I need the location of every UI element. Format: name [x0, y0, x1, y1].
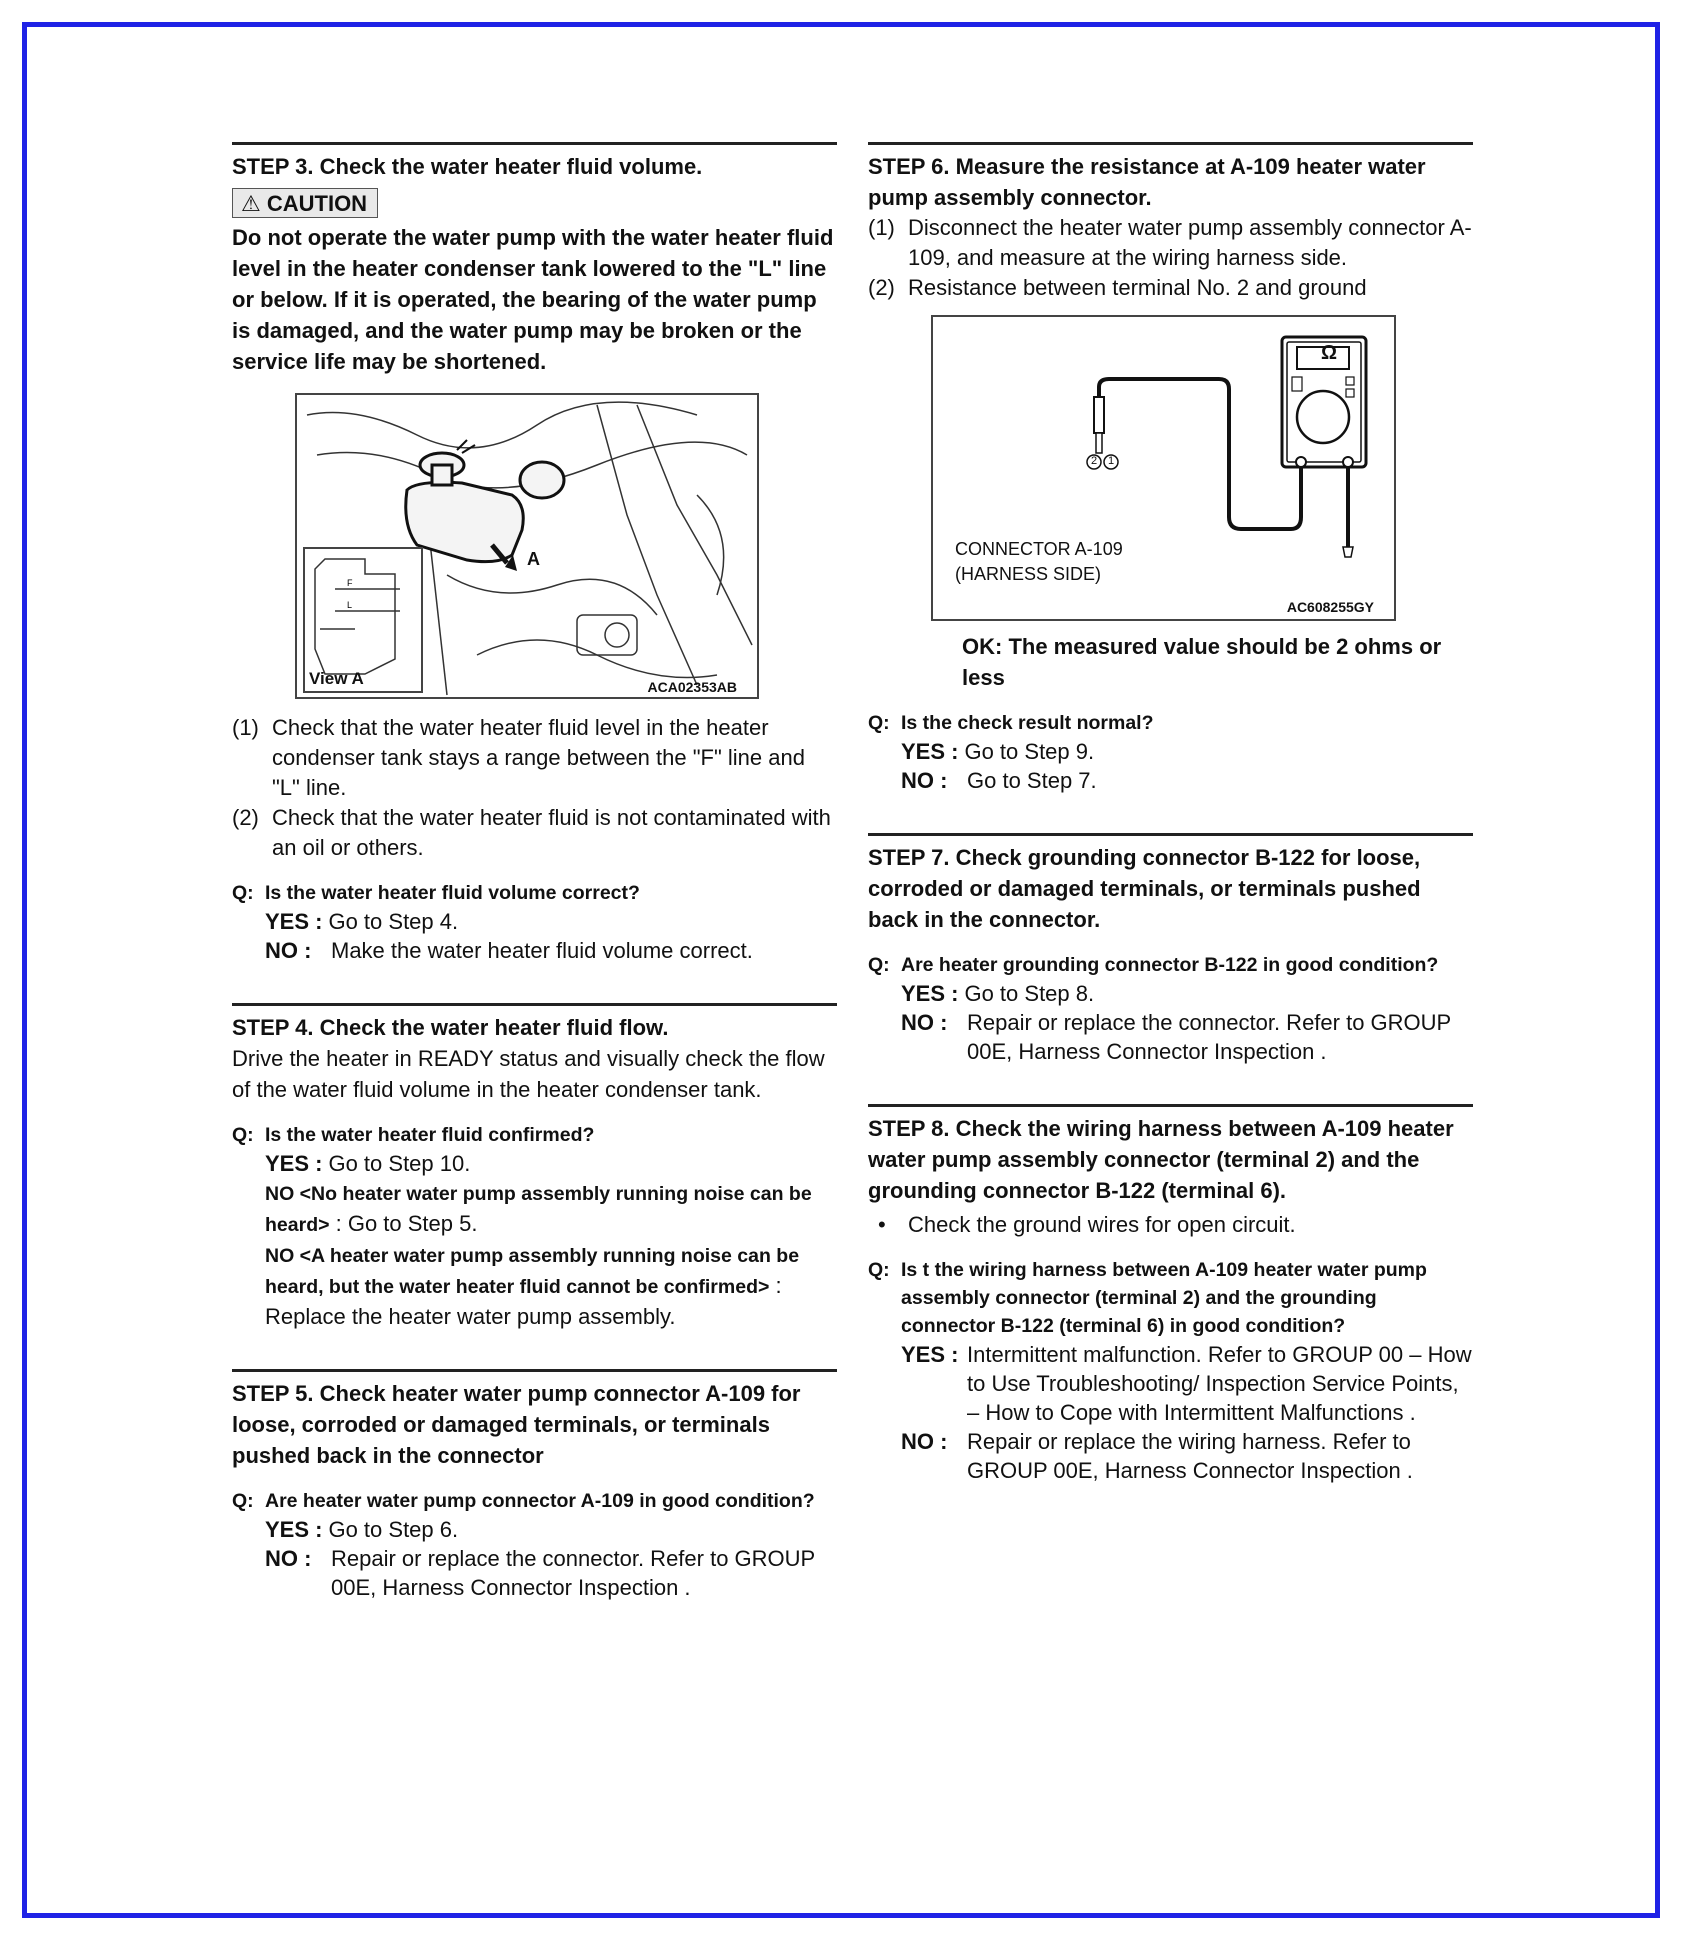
- step-5: [232, 1369, 837, 1602]
- terminal-1-label: 1: [1108, 455, 1115, 467]
- terminal-2-label: 2: [1091, 455, 1098, 467]
- caution-text: Do not operate the water pump with the water heater fluid level in the heater condenser tank lowered to the "L" line or below. If it is operated, the bearing of the water pump is damaged, and the water pump may be broken or the service life may be shortened.: [232, 225, 834, 374]
- answer-yes: YES : Go to Step 4.: [265, 909, 459, 934]
- figure-code: AC608255GY: [1286, 599, 1374, 615]
- step-6-title: STEP 6. Measure the resistance at A-109 heater water pump assembly connector.: [868, 154, 1426, 210]
- answer-yes: YES : Intermittent malfunction. Refer to GROUP 00 – How to Use Troubleshooting/ Inspection Service Points, – How to Cope with Intermittent Malfunctions .: [901, 1342, 1472, 1425]
- answer-yes: YES : Go to Step 6.: [265, 1517, 459, 1542]
- question: Q: Are heater grounding connector B-122 in good condition?: [868, 954, 1439, 976]
- step-7-title: STEP 7. Check grounding connector B-122 for loose, corroded or damaged terminals, or terminals pushed back in the connector.: [868, 845, 1421, 932]
- question: Q: Is the water heater fluid confirmed?: [232, 1124, 595, 1146]
- caution-box: [232, 188, 378, 218]
- harness-side-label: (HARNESS SIDE): [955, 564, 1102, 584]
- answer-no: NO : Go to Step 7.: [901, 768, 1097, 793]
- ohm-symbol: Ω: [1320, 342, 1338, 364]
- bullet-icon: •: [878, 1212, 886, 1237]
- view-a-label: View A: [309, 669, 364, 688]
- answer-no: NO : Repair or replace the connector. Refer to GROUP 00E, Harness Connector Inspection .: [901, 1010, 1451, 1064]
- step-3: [232, 142, 837, 965]
- step-4-title: STEP 4. Check the water heater fluid flow.: [232, 1015, 669, 1040]
- question: Q: Is t the wiring harness between A-109 heater water pump assembly connector (terminal 2) and the grounding connector B-122 (terminal 6) in good condition?: [868, 1259, 1427, 1337]
- list-item: (2) Resistance between terminal No. 2 and ground: [868, 275, 1367, 300]
- connector-label: CONNECTOR A-109: [955, 539, 1123, 559]
- answer-yes: YES : Go to Step 8.: [901, 981, 1095, 1006]
- step-8-title: STEP 8. Check the wiring harness between A-109 heater water pump assembly connector (terminal 2) and the grounding connector B-122 (terminal 6).: [868, 1116, 1454, 1203]
- step-4: [232, 1003, 837, 1331]
- question: Q: Is the water heater fluid volume correct?: [232, 882, 640, 904]
- caution-label: CAUTION: [266, 191, 368, 216]
- step-6: [868, 142, 1473, 795]
- bullet-item: • Check the ground wires for open circuit.: [878, 1210, 1473, 1240]
- list-item: (1) Disconnect the heater water pump assembly connector A-109, and measure at the wiring harness side.: [868, 215, 1472, 270]
- list-item: (1) Check that the water heater fluid level in the heater condenser tank stays a range between the "F" line and "L" line.: [232, 715, 805, 800]
- callout-a: A: [527, 549, 540, 569]
- step-4-body: Drive the heater in READY status and visually check the flow of the water fluid volume in the heater condenser tank.: [232, 1046, 825, 1102]
- answer-yes: YES : Go to Step 10.: [265, 1151, 471, 1176]
- resistance-figure: [931, 315, 1396, 621]
- answer-no: NO : Repair or replace the wiring harness. Refer to GROUP 00E, Harness Connector Inspection .: [901, 1429, 1413, 1483]
- step-3-title: STEP 3. Check the water heater fluid volume.: [232, 154, 703, 179]
- step-7: [868, 833, 1473, 1066]
- answer-no: NO : Make the water heater fluid volume correct.: [265, 938, 753, 963]
- ok-criteria: OK: The measured value should be 2 ohms or less: [962, 634, 1442, 690]
- question: Q: Is the check result normal?: [868, 712, 1154, 734]
- svg-text:L: L: [347, 600, 353, 610]
- answer-no-2: NO <A heater water pump assembly running noise can be heard, but the water heater fluid cannot be confirmed> : Replace the heater water pump assembly.: [265, 1245, 800, 1329]
- left-column: [232, 142, 837, 1640]
- right-column: [868, 142, 1473, 1523]
- step-8: [868, 1104, 1473, 1485]
- figure-code: ACA02353AB: [647, 679, 737, 695]
- question: Q: Are heater water pump connector A-109 in good condition?: [232, 1490, 815, 1512]
- svg-text:F: F: [347, 578, 353, 588]
- answer-no-1: NO <No heater water pump assembly running noise can be heard> : Go to Step 5.: [265, 1183, 812, 1236]
- warning-triangle-icon: ⚠: [241, 191, 261, 216]
- answer-no: NO : Repair or replace the connector. Refer to GROUP 00E, Harness Connector Inspection .: [265, 1546, 815, 1600]
- view-a-inset: [303, 547, 423, 693]
- step-5-title: STEP 5. Check heater water pump connector A-109 for loose, corroded or damaged terminals, or terminals pushed back in the connector: [232, 1381, 801, 1468]
- list-item: (2) Check that the water heater fluid is not contaminated with an oil or others.: [232, 805, 831, 860]
- tank-detail-illustration: [305, 549, 417, 687]
- answer-yes: YES : Go to Step 9.: [901, 739, 1095, 764]
- fluid-tank-figure: [295, 393, 759, 699]
